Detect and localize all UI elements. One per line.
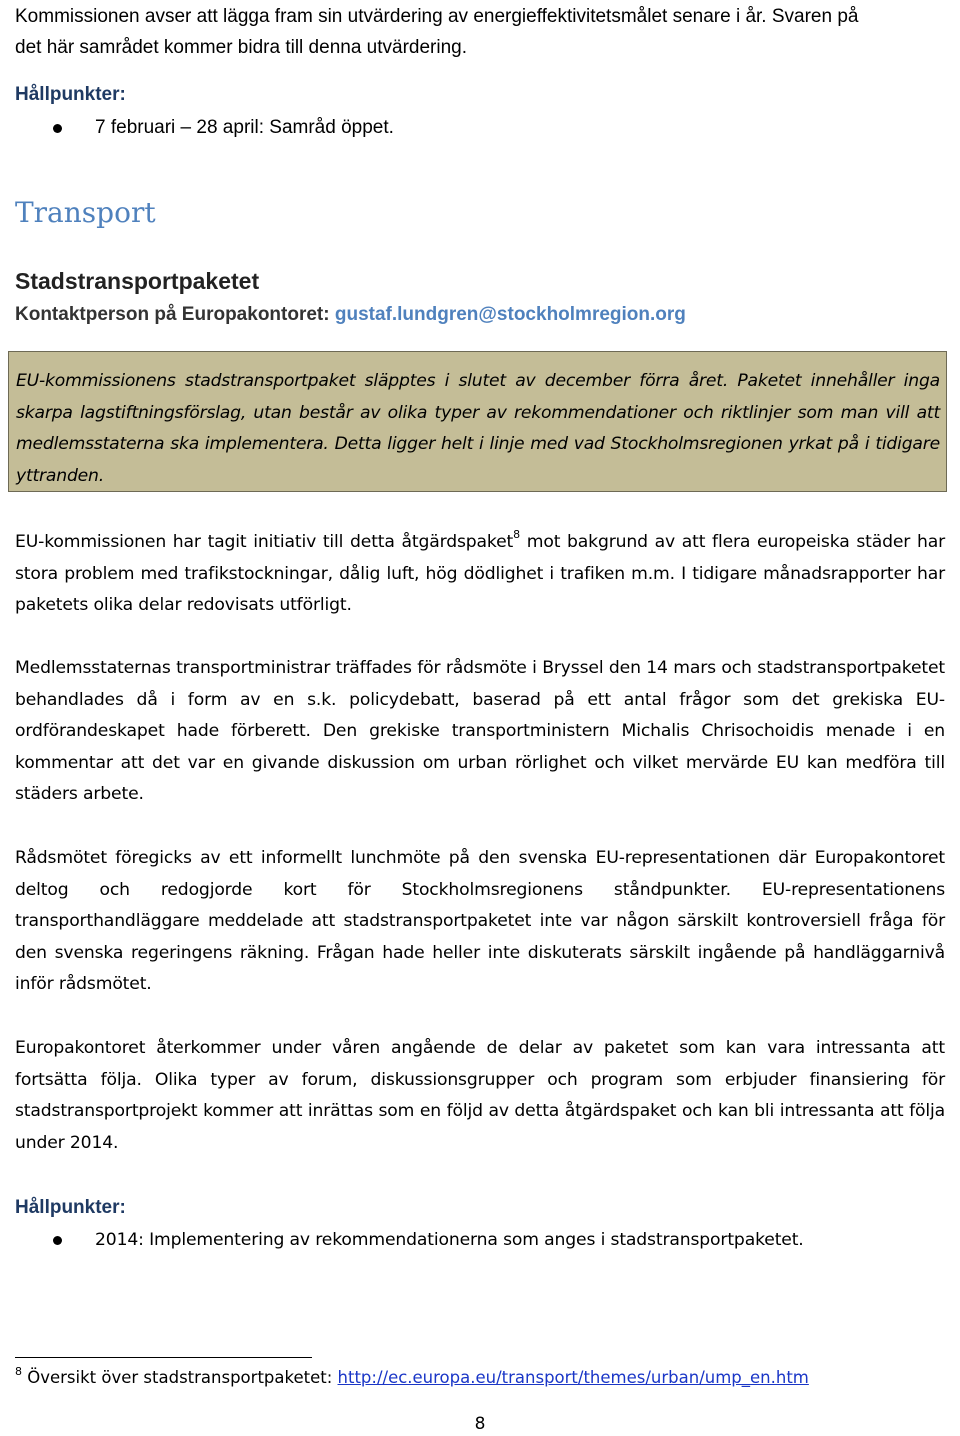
milestones-label: Hållpunkter: [15,84,126,105]
body-paragraph: Europakontoret återkommer under våren angående de delar av paketet som kan vara intressanta att fortsätta följa. Olika typer av forum, diskussionsgrupper och program som erbjuder finansiering för stadstransportprojekt kommer att inrättas som en följd av detta åtgärdspaket och kan bli intressanta att följa under 2014. [15,1038,945,1153]
intro-line-2: det här samrådet kommer bidra till denna utvärdering. [15,37,468,58]
body-paragraph: Rådsmötet föregicks av ett informellt lunchmöte på den svenska EU-representationen där Europakontoret deltog och redogjorde kort för Stockholmsregionens ståndpunkter. EU-representationens transporthandläggare meddelade att stadstransportpaketet inte var någon särskilt kontroversiell fråga för den svenska regeringens räkning. Frågan hade heller inte diskuterats särskilt ingående på handläggarnivå inför rådsmötet. [15,848,945,995]
list-item-text: 2014: Implementering av rekommendationerna som anges i stadstransportpaketet. [95,1229,804,1250]
body-paragraph: Medlemsstaternas transportministrar träffades för rådsmöte i Bryssel den 14 mars och stadstransportpaketet behandlades då i form av en s.k. policydebatt, baserad på ett antal frågor som det grekiska EU-ordförandeskapet hade förberett. Den grekiske transportministern Michalis Chrisochoidis menade i en kommentar att det var en givande diskussion om urban rörlighet och vilket mervärde EU kan medföra till städers arbete. [15,658,945,805]
footnote-link[interactable]: http://ec.europa.eu/transport/themes/urban/ump_en.htm [337,1368,809,1387]
summary-callout-box: EU-kommissionens stadstransportpaket släpptes i slutet av december förra året. Paketet innehåller inga skarpa lagstiftningsförslag, utan består av olika typer av rekommendationer och riktlinjer som man vill att medlemsstaterna ska implementera. Detta ligger helt i linje med vad Stockholmsregionen yrkat på i tidigare yttranden. [8,351,947,492]
footnote-number: 8 [15,1364,22,1378]
paragraph-text: mot bakgrund av att flera europeiska städer har stora problem med trafikstockningar, dålig luft, hög dödlighet i trafiken m.m. I tidigare månadsrapporter har paketets olika delar redovisats utförligt. [15,532,945,616]
body-paragraph [15,527,945,622]
milestones-label: Hållpunkter: [15,1197,126,1218]
footnote-reference[interactable]: 8 [513,528,520,542]
bullet-icon [53,1236,62,1245]
footnote [15,1364,809,1387]
list-item [15,1225,945,1256]
contact-label: Kontaktperson på Europakontoret: [15,304,330,325]
list-item [15,116,945,140]
footnote-text: Översikt över stadstransportpaketet: [22,1368,338,1387]
paragraph-text: EU-kommissionen har tagit initiativ till detta åtgärdspaket [15,532,514,552]
footnote-separator [15,1357,312,1358]
contact-line [15,304,686,326]
list-item-text: 7 februari – 28 april: Samråd öppet. [95,117,394,138]
page-number: 8 [474,1414,486,1434]
section-heading: Transport [15,196,156,229]
contact-email-link[interactable]: gustaf.lundgren@stockholmregion.org [334,304,686,325]
bullet-icon [53,124,62,133]
intro-line-1: Kommissionen avser att lägga fram sin utvärdering av energieffektivitetsmålet senare i år. Svaren på [15,6,859,27]
subsection-heading: Stadstransportpaketet [15,268,260,294]
intro-paragraph [15,1,945,63]
